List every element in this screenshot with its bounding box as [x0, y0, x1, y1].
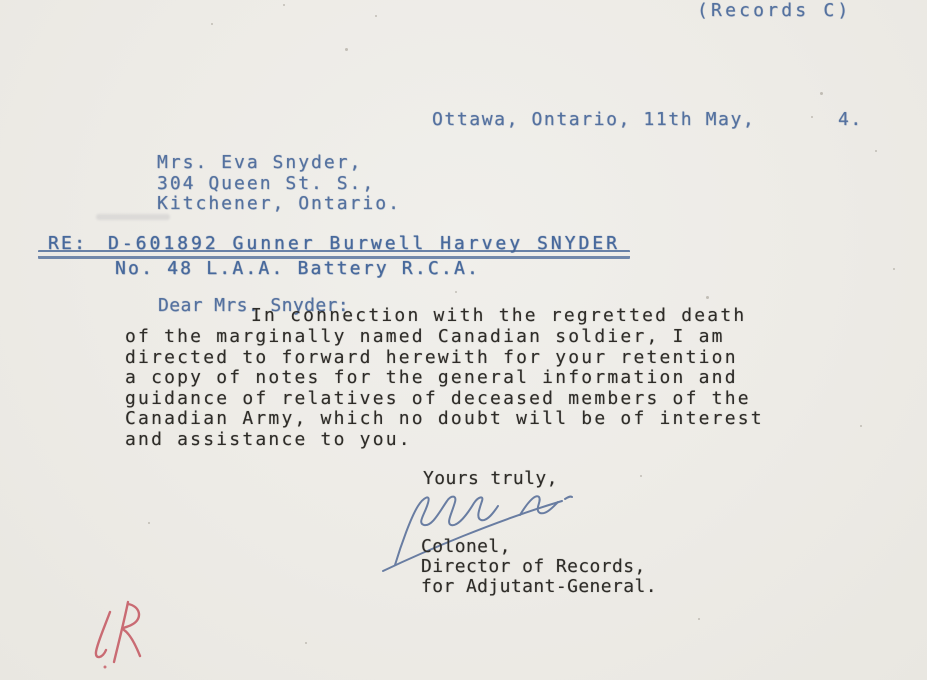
body-line-5: guidance of relatives of deceased members of the — [125, 388, 751, 409]
salutation: Dear Mrs. Snyder: — [158, 295, 350, 316]
body-line-7: and assistance to you. — [125, 429, 412, 450]
signoff-title-3: for Adjutant-General. — [421, 576, 657, 597]
body-line-3: directed to forward herewith for your retention — [125, 347, 738, 368]
recipient-line-3: Kitchener, Ontario. — [157, 193, 401, 214]
valediction: Yours truly, — [423, 468, 558, 489]
recipient-line-1: Mrs. Eva Snyder, — [157, 152, 363, 173]
red-initials-handwriting — [85, 595, 150, 675]
body-line-6: Canadian Army, which no doubt will be of interest — [125, 408, 764, 429]
signoff-title-1: Colonel, — [421, 536, 511, 557]
body-line-2: of the marginally named Canadian soldier, I am — [125, 326, 725, 347]
subject-label: RE: — [48, 233, 88, 254]
recipient-line-2: 304 Queen St. S., — [157, 173, 376, 194]
dateline: Ottawa, Ontario, 11th May, — [432, 109, 756, 130]
dateline-year: 4. — [838, 109, 863, 130]
subject-line-2: No. 48 L.A.A. Battery R.C.A. — [115, 258, 481, 279]
records-tag: (Records C) — [697, 0, 852, 21]
body-line-4: a copy of notes for the general information and — [125, 367, 738, 388]
subject-line-1: D-601892 Gunner Burwell Harvey SNYDER — [108, 233, 620, 254]
body-line-1: In connection with the regretted death — [251, 305, 747, 326]
signoff-title-2: Director of Records, — [421, 556, 646, 577]
scan-smudge — [96, 214, 170, 220]
